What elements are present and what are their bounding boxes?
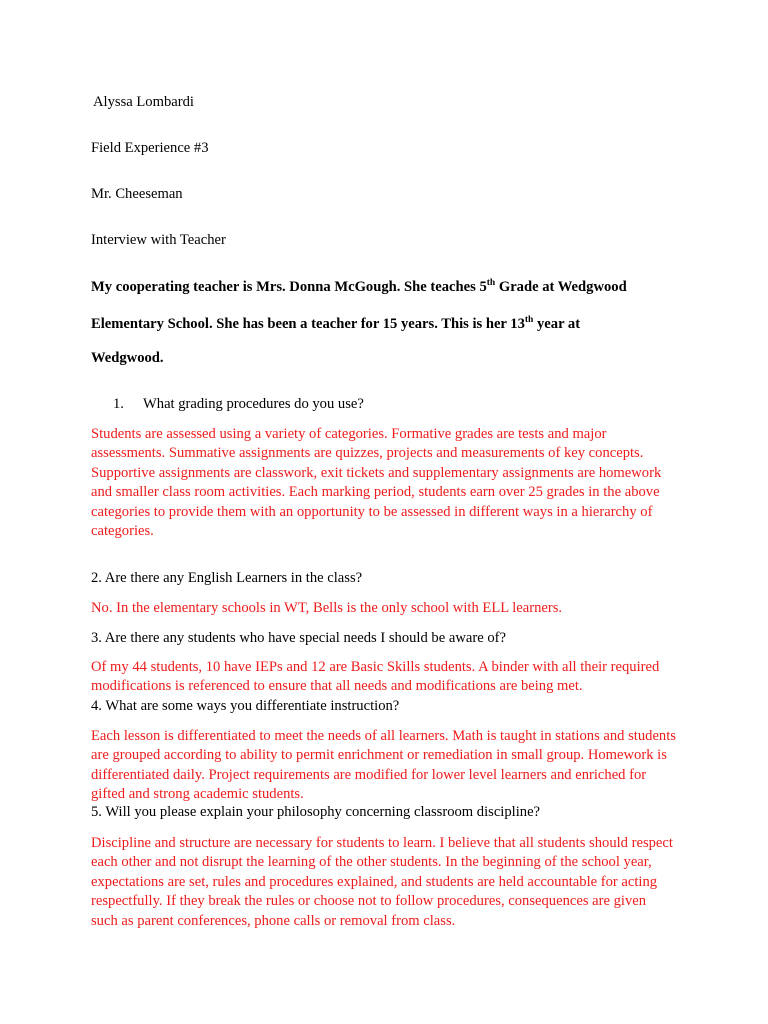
student-name: Alyssa Lombardi: [93, 94, 194, 110]
question-2: 2. Are there any English Learners in the class?: [91, 570, 363, 586]
instructor-name: Mr. Cheeseman: [91, 186, 183, 202]
intro-line-1: My cooperating teacher is Mrs. Donna McGough. She teaches 5th Grade at Wedgwood: [91, 278, 627, 295]
question-4: 4. What are some ways you differentiate instruction?: [91, 698, 400, 714]
assignment-title: Field Experience #3: [91, 140, 209, 156]
answer-2: No. In the elementary schools in WT, Bells is the only school with ELL learners.: [91, 600, 563, 616]
answer-4: Each lesson is differentiated to meet the needs of all learners. Math is taught in stations and students are grouped according to ability to permit enrichment or remediation in small group. Homework is differentiated daily. Project requirements are modified for lower level learners and enriched for gifted and strong academic students.: [91, 728, 676, 803]
question-5: 5. Will you please explain your philosophy concerning classroom discipline?: [91, 804, 541, 820]
question-number: 1.: [113, 396, 124, 412]
question-3: 3. Are there any students who have special needs I should be aware of?: [91, 630, 506, 646]
answer-1: Students are assessed using a variety of categories. Formative grades are tests and major assessments. Summative assignments are quizzes, projects and measurements of key concepts. Supportive assignments are classwork, exit tickets and supplementary assignments are homework and smaller class room activities. Each marking period, students earn over 25 grades in the above categories to provide them with an opportunity to be assessed in different ways in a hierarchy of categories.: [91, 426, 662, 540]
intro-line-3: Wedgwood.: [91, 350, 164, 366]
answer-3: Of my 44 students, 10 have IEPs and 12 are Basic Skills students. A binder with all their required modifications is referenced to ensure that all needs and modifications are being met.: [91, 659, 660, 695]
question-1: [113, 396, 364, 413]
document-title: Interview with Teacher: [91, 232, 226, 248]
question-text: What grading procedures do you use?: [143, 396, 364, 412]
intro-line-2: Elementary School. She has been a teacher for 15 years. This is her 13th year at: [91, 315, 581, 332]
answer-5: Discipline and structure are necessary for students to learn. I believe that all students should respect each other and not disrupt the learning of the other students. In the beginning of the school year, expectations are set, rules and procedures explained, and students are held accountable for acting respectfully. If they break the rules or choose not to follow procedures, consequences are given such as parent conferences, phone calls or removal from class.: [91, 835, 673, 929]
